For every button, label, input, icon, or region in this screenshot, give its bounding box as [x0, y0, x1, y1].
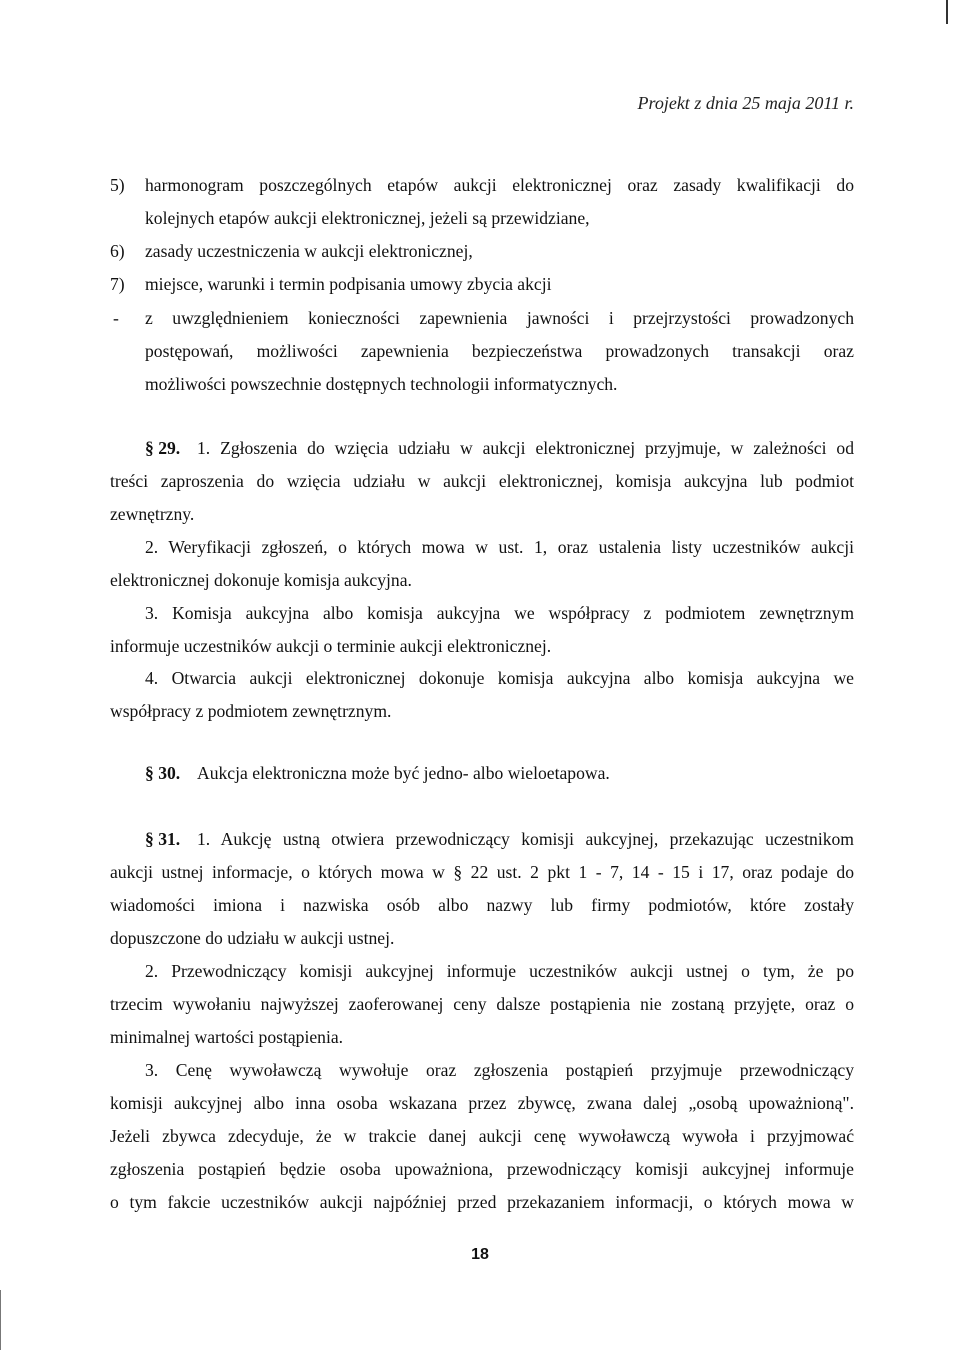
section-29-p3-line-2: informuje uczestników aukcji o terminie aukcji elektronicznej. — [110, 636, 552, 656]
section-29-p3-line-1: 3. Komisja aukcyjna albo komisja aukcyjna we współpracy z podmiotem zewnętrznym — [145, 603, 854, 623]
section-31-mark: § 31. — [145, 829, 181, 849]
item-5-number: 5) — [110, 175, 125, 195]
item-6-line-1: zasady uczestniczenia w aukcji elektronicznej, — [145, 241, 473, 261]
item-5-line-1: harmonogram poszczególnych etapów aukcji elektronicznej oraz zasady kwalifikacji do — [145, 175, 854, 195]
section-30-text: Aukcja elektroniczna może być jedno- albo wieloetapowa. — [197, 763, 610, 783]
section-29-p1-line-1: 1. Zgłoszenia do wzięcia udziału w aukcji elektronicznej przyjmuje, w zależności od — [197, 438, 854, 458]
section-31-p3-line-1: 3. Cenę wywoławczą wywołuje oraz zgłoszenia postąpień przyjmuje przewodniczący — [145, 1060, 854, 1080]
item-5-line-2: kolejnych etapów aukcji elektronicznej, jeżeli są przewidziane, — [145, 208, 590, 228]
section-31-p2-line-1: 2. Przewodniczący komisji aukcyjnej informuje uczestników aukcji ustnej o tym, że po — [145, 961, 854, 981]
section-29-p4-line-1: 4. Otwarcia aukcji elektronicznej dokonuje komisja aukcyjna albo komisja aukcyjna we — [145, 668, 854, 688]
item-7-line-1: miejsce, warunki i termin podpisania umowy zbycia akcji — [145, 274, 552, 294]
dash-marker: - — [113, 308, 119, 328]
scan-edge-mark — [0, 1290, 1, 1350]
section-31-p1-line-1: 1. Aukcję ustną otwiera przewodniczący komisji aukcyjnej, przekazując uczestnikom — [197, 829, 854, 849]
section-31-p1-line-3: wiadomości imiona i nazwiska osób albo nazwy lub firmy podmiotów, które zostały — [110, 895, 854, 915]
section-31-p3-line-5: o tym fakcie uczestników aukcji najpóźniej przed przekazaniem informacji, o których mowa w — [110, 1192, 854, 1212]
document-header: Projekt z dnia 25 maja 2011 r. — [637, 93, 854, 113]
section-30-mark: § 30. — [145, 763, 181, 783]
section-29-mark: § 29. — [145, 438, 181, 458]
section-31-p1-line-4: dopuszczone do udziału w aukcji ustnej. — [110, 928, 395, 948]
item-6-number: 6) — [110, 241, 125, 261]
dash-line-1: z uwzględnieniem konieczności zapewnienia jawności i przejrzystości prowadzonych — [145, 308, 854, 328]
section-29-p2-line-1: 2. Weryfikacji zgłoszeń, o których mowa w ust. 1, oraz ustalenia listy uczestników aukcji — [145, 537, 854, 557]
section-29-p1-line-2: treści zaproszenia do wzięcia udziału w aukcji elektronicznej, komisja aukcyjna lub podmiot — [110, 471, 854, 491]
section-31-p1-line-2: aukcji ustnej informacje, o których mowa w § 22 ust. 2 pkt 1 - 7, 14 - 15 i 17, oraz podaje do — [110, 862, 854, 882]
scan-edge-mark — [946, 0, 948, 24]
dash-line-2: postępowań, możliwości zapewnienia bezpieczeństwa prowadzonych transakcji oraz — [145, 341, 854, 361]
item-7-number: 7) — [110, 274, 125, 294]
section-31-p3-line-4: zgłoszenia postąpień będzie osoba upoważniona, przewodniczący komisji aukcyjnej informuje — [110, 1159, 854, 1179]
page-number: 18 — [471, 1246, 489, 1263]
section-31-p3-line-3: Jeżeli zbywca zdecyduje, że w trakcie danej aukcji cenę wywoławczą wywoła i przyjmować — [110, 1126, 854, 1146]
section-31-p2-line-3: minimalnej wartości postąpienia. — [110, 1027, 344, 1047]
section-29-p4-line-2: współpracy z podmiotem zewnętrznym. — [110, 701, 392, 721]
section-29-p2-line-2: elektronicznej dokonuje komisja aukcyjna. — [110, 570, 412, 590]
section-29-p1-line-3: zewnętrzny. — [110, 504, 195, 524]
section-31-p3-line-2: komisji aukcyjnej albo inna osoba wskazana przez zbywcę, zwana dalej „osobą upoważnioną". — [110, 1093, 854, 1113]
dash-line-3: możliwości powszechnie dostępnych technologii informatycznych. — [145, 374, 618, 394]
section-31-p2-line-2: trzecim wywołaniu najwyższej zaoferowanej ceny dalsze postąpienia nie zostaną przyjęte, oraz o — [110, 994, 854, 1014]
